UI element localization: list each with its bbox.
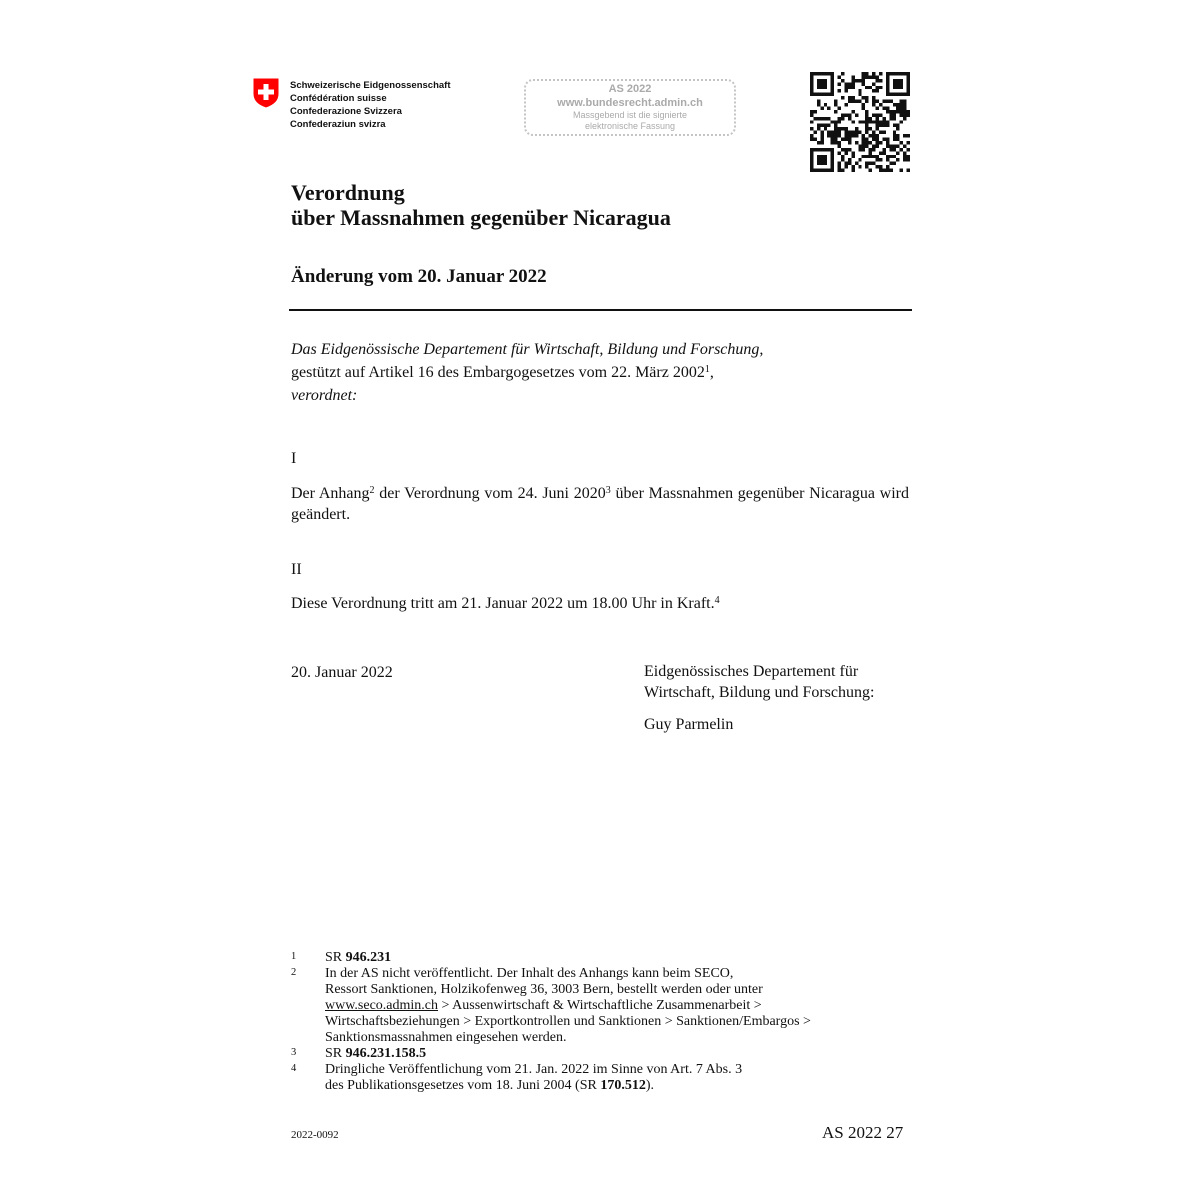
department-line-2: Wirtschaft, Bildung und Forschung: bbox=[644, 684, 875, 701]
footnote-2: 2 In der AS nicht veröffentlicht. Der Inhalt des Anhangs kann beim SECO, Ressort Sanktionen, Holzikofenweg 36, 3003 Bern, bestellt werden oder unter www.seco.admin.ch > Aussenwirtschaft & Wirtschaftliche Zusammenarbeit > Wirtschaftsbeziehungen > Exportkontrollen und Sanktionen > Sanktionen/Embargos > Sanktionsmassnahmen eingesehen werden. bbox=[291, 966, 811, 1045]
footnote-ref-4[interactable]: 4 bbox=[714, 595, 720, 606]
title-line-1: Verordnung bbox=[291, 180, 405, 205]
confederation-name-rm: Confederaziun svizra bbox=[290, 119, 386, 130]
department-line-1: Eidgenössisches Departement für bbox=[644, 663, 859, 680]
publication-stamp bbox=[524, 79, 736, 136]
preamble bbox=[291, 338, 763, 407]
title-divider bbox=[289, 309, 912, 311]
swiss-coat-of-arms-icon bbox=[252, 77, 280, 109]
confederation-names bbox=[290, 79, 451, 131]
signatory-name: Guy Parmelin bbox=[644, 716, 734, 733]
stamp-note-2: elektronische Fassung bbox=[584, 121, 676, 131]
footnote-ref-3[interactable]: 3 bbox=[605, 485, 611, 496]
preamble-decree: verordnet: bbox=[291, 387, 358, 404]
confederation-name-it: Confederazione Svizzera bbox=[290, 106, 402, 117]
section-1-text: Der Anhang$^2$ der Verordnung vom 24. Juni 2020$^3$ über Massnahmen gegenüber Nicaragua wird geändert. bbox=[291, 485, 909, 523]
signature-date: 20. Januar 2022 bbox=[291, 664, 393, 681]
preamble-authority: Das Eidgenössische Departement für Wirtschaft, Bildung und Forschung, bbox=[291, 341, 764, 358]
footnote-ref-2[interactable]: 2 bbox=[369, 485, 375, 496]
preamble-basis: gestützt auf Artikel 16 des Embargogesetzes vom 22. März 2002$^1$, bbox=[291, 364, 714, 381]
document-id: 2022-0092 bbox=[291, 1129, 339, 1141]
section-1-heading: I bbox=[291, 450, 297, 467]
footnote-3: 3 SR 946.231.158.5 bbox=[291, 1046, 427, 1061]
ordinance-title bbox=[291, 180, 671, 230]
section-2-heading: II bbox=[291, 561, 302, 578]
seco-link[interactable]: www.seco.admin.ch bbox=[325, 998, 439, 1013]
title-line-2: über Massnahmen gegenüber Nicaragua bbox=[291, 205, 671, 230]
footnote-4-sr-number: 170.512 bbox=[600, 1078, 646, 1093]
confederation-name-de: Schweizerische Eidgenossenschaft bbox=[290, 80, 451, 91]
qr-code-icon bbox=[810, 72, 910, 172]
footnote-2-number: 2 bbox=[291, 967, 297, 978]
as-page-number: AS 2022 27 bbox=[822, 1123, 904, 1142]
signature-department bbox=[644, 661, 874, 703]
footnote-3-sr-number: 946.231.158.5 bbox=[345, 1046, 427, 1061]
footnotes bbox=[291, 950, 931, 1094]
footnote-4-number: 4 bbox=[291, 1063, 297, 1074]
footnote-4: 4 Dringliche Veröffentlichung vom 21. Jan. 2022 im Sinne von Art. 7 Abs. 3 des Publikationsgesetzes vom 18. Juni 2004 (SR 170.512). bbox=[291, 1062, 743, 1093]
amendment-date: Änderung vom 20. Januar 2022 bbox=[291, 266, 547, 287]
section-2-text: Diese Verordnung tritt am 21. Januar 2022 um 18.00 Uhr in Kraft.$^4$ bbox=[291, 595, 720, 612]
footnote-ref-1[interactable]: 1 bbox=[704, 364, 710, 375]
footnote-3-number: 3 bbox=[291, 1047, 297, 1058]
confederation-name-fr: Confédération suisse bbox=[290, 93, 387, 104]
footnote-1-sr-number: 946.231 bbox=[345, 950, 392, 965]
footnote-1-number: 1 bbox=[291, 951, 297, 962]
stamp-website: www.bundesrecht.admin.ch bbox=[557, 97, 703, 109]
stamp-as-year: AS 2022 bbox=[608, 83, 652, 95]
stamp-note-1: Massgebend ist die signierte bbox=[572, 110, 688, 120]
footnote-1: 1 SR 946.231 bbox=[291, 950, 392, 965]
